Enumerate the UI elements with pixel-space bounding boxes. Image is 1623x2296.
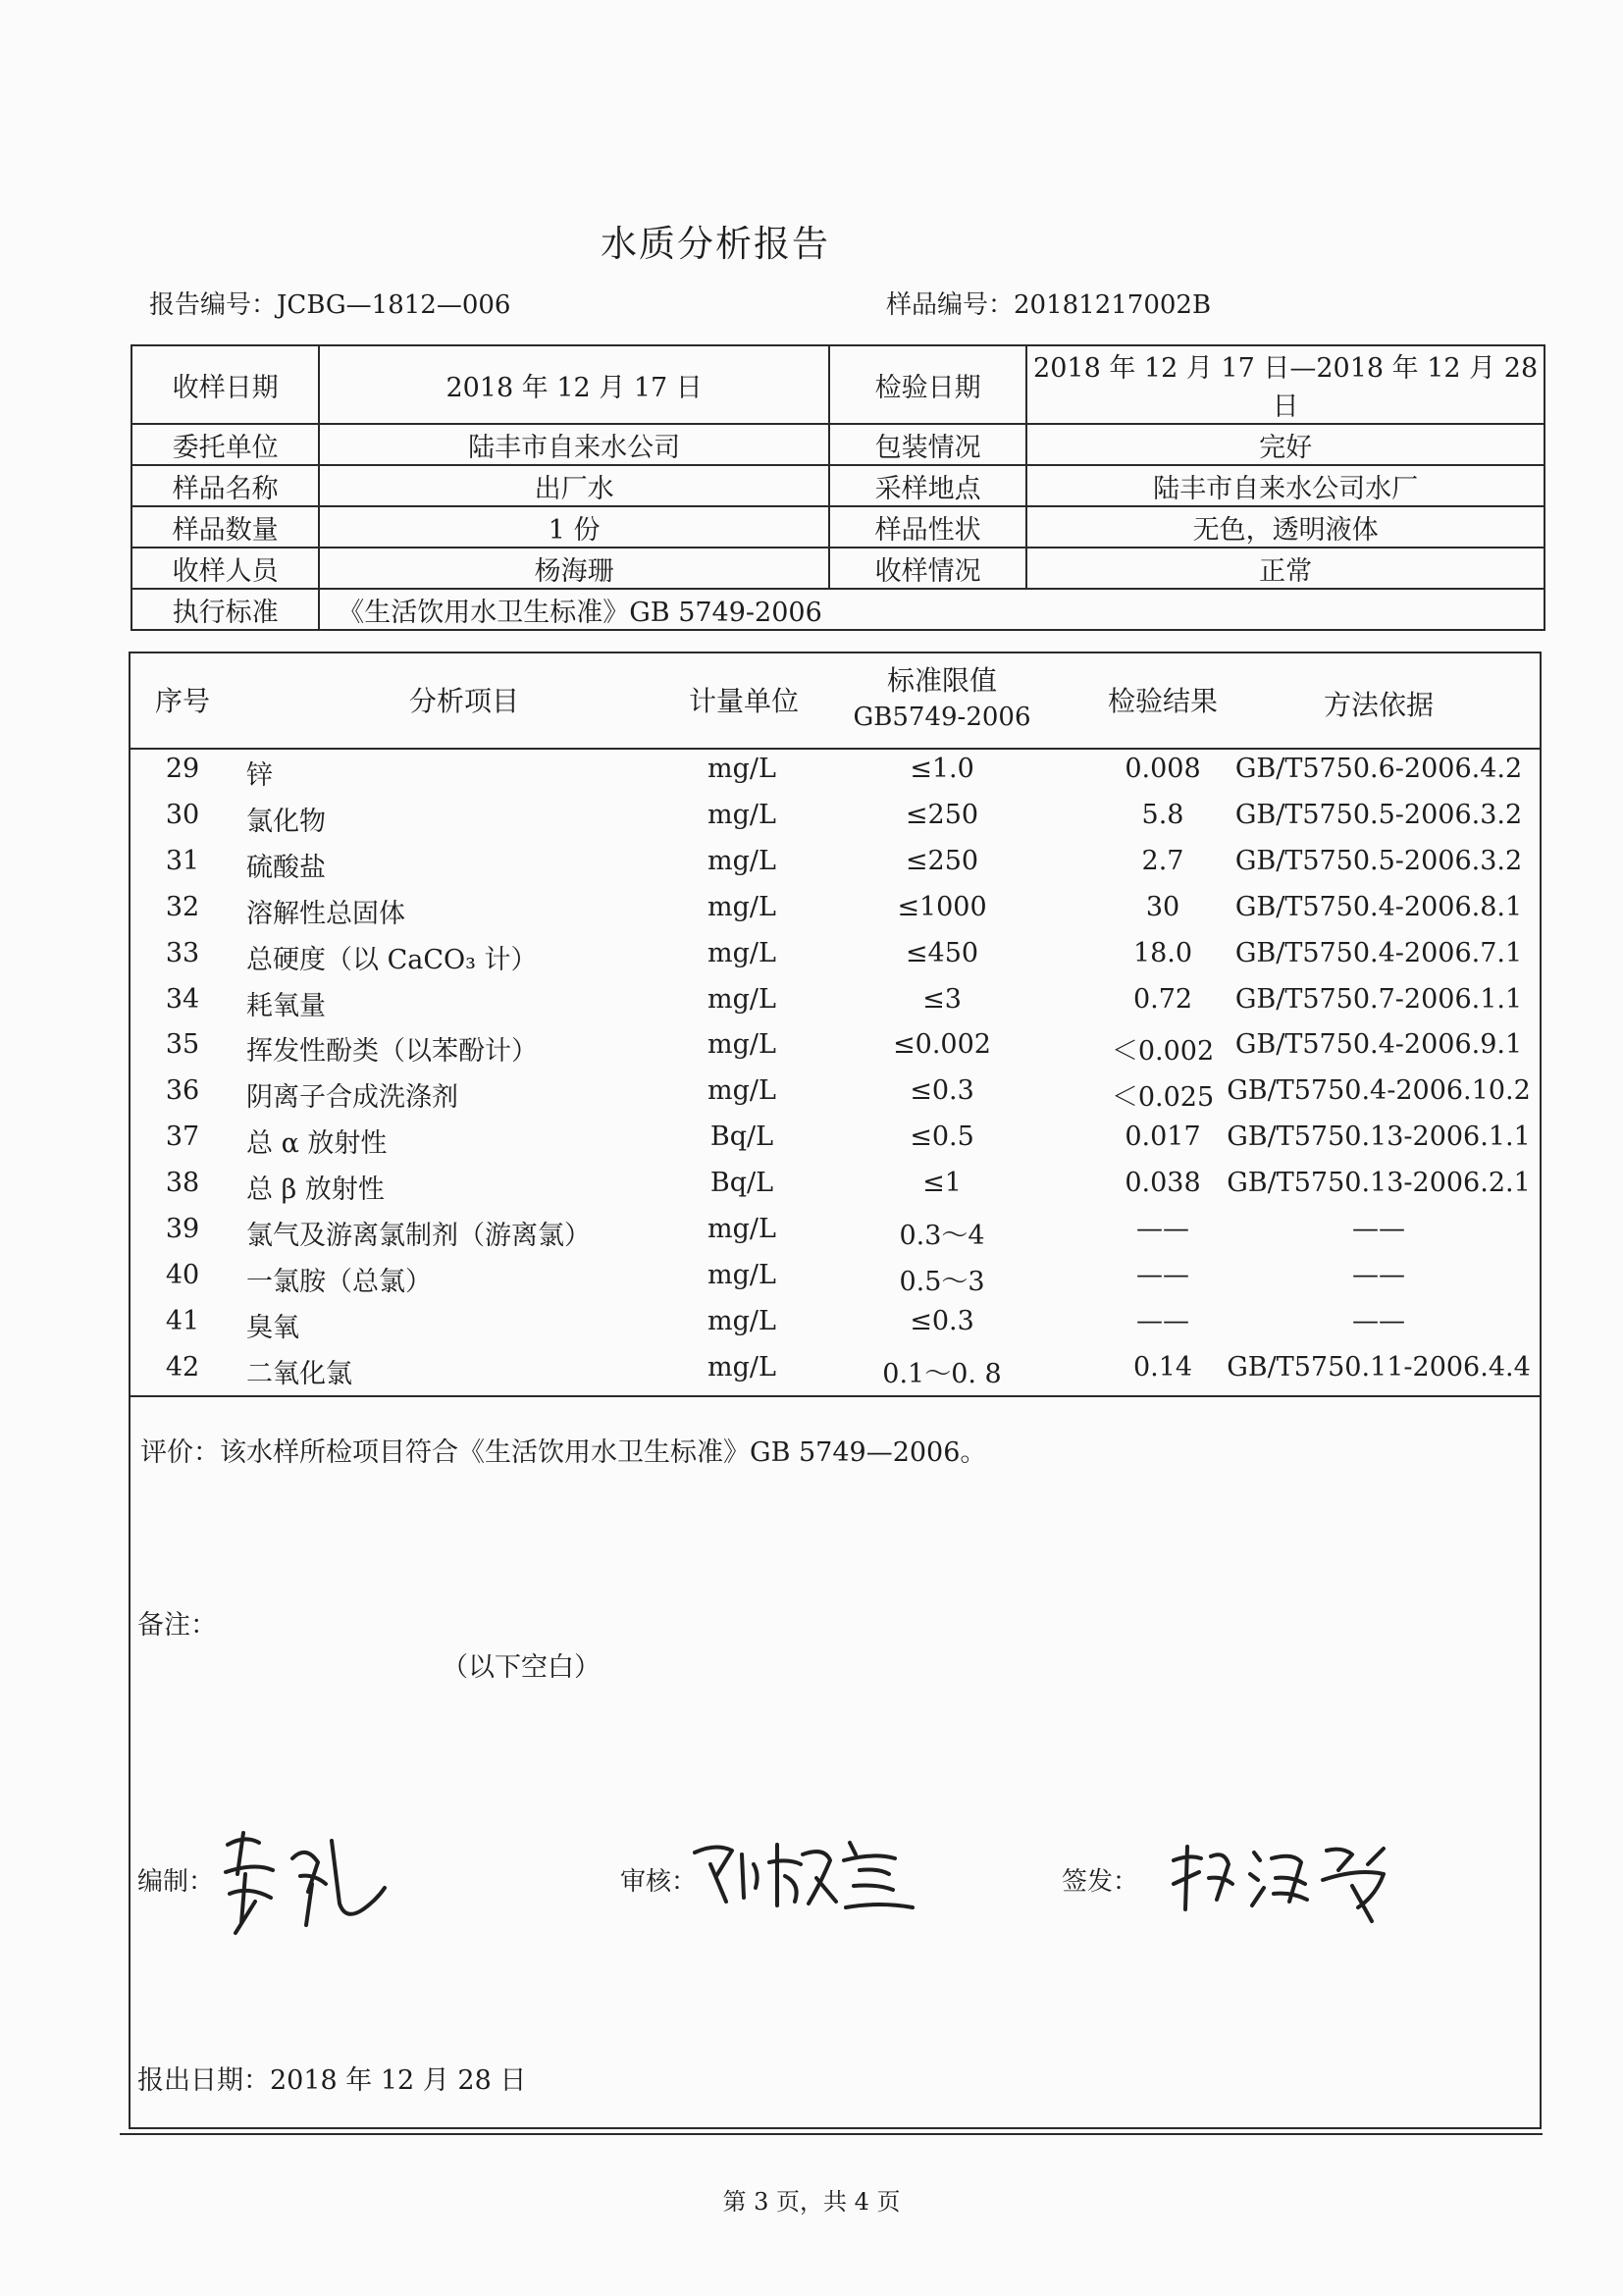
header-limit: 标准限值 [886,664,997,697]
row-limit: ≤0.002 [893,1029,991,1061]
info-value: 完好 [1026,424,1544,465]
row-unit: mg/L [707,891,776,922]
row-number: 39 [165,1214,200,1244]
row-unit: mg/L [707,1075,776,1107]
row-item: 氯气及游离氯制剂（游离氯） [246,1221,591,1251]
header-no: 序号 [154,685,210,717]
info-label: 收样人员 [131,548,319,589]
row-method: GB/T5750.4-2006.7.1 [1234,937,1523,968]
row-limit: ≤0.5 [910,1122,974,1153]
standard-value: 《生活饮用水卫生标准》GB 5749-2006 [319,589,1544,630]
row-result: 0.008 [1125,754,1201,784]
row-result: 0.14 [1132,1351,1193,1383]
row-item: 臭氧 [246,1312,299,1343]
row-method: GB/T5750.11-2006.4.4 [1227,1351,1531,1383]
row-limit: ≤1000 [897,891,987,922]
row-item: 硫酸盐 [246,852,326,883]
table-row [131,1254,1540,1300]
row-item: 锌 [246,760,273,791]
row-item: 二氧化氯 [246,1358,352,1389]
row-limit: ≤1.0 [910,754,974,784]
issue-date: 报出日期：2018 年 12 月 28 日 [137,2065,527,2096]
analysis-header [131,653,1540,750]
reviewer-signature [687,1825,922,1923]
row-result: 18.0 [1132,937,1193,968]
info-label: 样品性状 [829,506,1026,548]
row-method: GB/T5750.7-2006.1.1 [1234,983,1523,1015]
info-value: 杨海珊 [319,548,829,589]
row-method: GB/T5750.6-2006.4.2 [1234,754,1523,784]
info-value: 2018 年 12 月 17 日 [319,345,829,424]
evaluation: 评价：该水样所检项目符合《生活饮用水卫生标准》GB 5749—2006。 [140,1437,987,1468]
info-value: 陆丰市自来水公司 [319,424,829,465]
sample-info-table [131,344,1545,631]
row-number: 42 [165,1351,200,1383]
row-unit: Bq/L [709,1168,774,1199]
row-limit: ≤1 [922,1168,962,1199]
row-item: 总硬度（以 CaCO₃ 计） [246,944,538,975]
table-row [131,1346,1540,1392]
row-method: GB/T5750.4-2006.10.2 [1227,1075,1531,1107]
row-result: ＜0.025 [1111,1082,1215,1114]
row-unit: mg/L [707,983,776,1015]
reviewer-label: 审核： [620,1867,698,1897]
row-unit: mg/L [707,1214,776,1244]
row-item: 耗氧量 [246,990,326,1021]
row-unit: mg/L [707,1351,776,1383]
header-result: 检验结果 [1107,685,1218,717]
info-row [131,424,1544,465]
table-row [131,1116,1540,1162]
info-row [131,548,1544,589]
info-value: 无色，透明液体 [1026,506,1544,548]
info-value: 2018 年 12 月 17 日—2018 年 12 月 28 日 [1026,345,1544,424]
row-result: —— [1136,1305,1189,1336]
row-item: 氯化物 [246,806,326,837]
info-value: 陆丰市自来水公司水厂 [1026,465,1544,506]
row-number: 35 [165,1029,200,1061]
sample-info-body [131,345,1544,630]
info-label: 检验日期 [829,345,1026,424]
header-item: 分析项目 [408,685,519,717]
row-method: GB/T5750.13-2006.1.1 [1227,1122,1531,1153]
row-unit: mg/L [707,937,776,968]
table-row [131,1023,1540,1070]
row-number: 33 [165,937,200,968]
row-limit: ≤250 [905,799,979,830]
table-row [131,748,1540,794]
row-number: 32 [165,891,200,922]
table-row [131,1162,1540,1208]
row-unit: mg/L [707,1305,776,1336]
row-method: —— [1352,1305,1405,1336]
row-limit: ≤250 [905,845,979,876]
row-limit: ≤0.3 [910,1075,974,1107]
row-method: GB/T5750.4-2006.9.1 [1234,1029,1523,1061]
row-method: GB/T5750.5-2006.3.2 [1234,845,1523,876]
row-unit: Bq/L [709,1122,774,1153]
issuer-signature [1166,1831,1401,1929]
row-unit: mg/L [707,1029,776,1061]
info-value: 1 份 [319,506,829,548]
blank-note: （以下空白） [442,1652,601,1683]
report-number: 报告编号：JCBG—1812—006 [149,290,511,320]
row-unit: mg/L [707,799,776,830]
row-number: 38 [165,1168,200,1199]
analysis-rows [131,748,1540,1397]
row-number: 37 [165,1122,200,1153]
sample-number: 样品编号：20181217002B [886,290,1212,320]
row-limit: 0.1～0. 8 [882,1358,1002,1389]
report-title: 水质分析报告 [601,223,830,265]
row-result: 0.038 [1125,1168,1201,1199]
remark-label: 备注： [137,1610,217,1641]
row-result: —— [1136,1214,1189,1244]
row-limit: ≤450 [905,937,979,968]
page-footer: 第 3 页，共 4 页 [722,2188,901,2216]
row-number: 41 [165,1305,200,1336]
table-row [131,978,1540,1024]
row-method: GB/T5750.5-2006.3.2 [1234,799,1523,830]
row-result: 30 [1145,891,1180,922]
table-row [131,1070,1540,1116]
row-unit: mg/L [707,754,776,784]
row-limit: 0.5～3 [899,1266,985,1297]
standard-label: 执行标准 [131,589,319,630]
info-label: 采样地点 [829,465,1026,506]
row-method: —— [1352,1259,1405,1290]
row-limit: 0.3～4 [899,1221,985,1251]
table-row [131,794,1540,840]
row-method: GB/T5750.13-2006.2.1 [1227,1168,1531,1199]
header-limit-standard: GB5749-2006 [853,703,1031,732]
row-result: 2.7 [1141,845,1184,876]
row-unit: mg/L [707,1259,776,1290]
compiler-signature [216,1815,393,1943]
row-number: 29 [165,754,200,784]
bottom-rule [120,2133,1543,2135]
row-number: 34 [165,983,200,1015]
table-row [131,1300,1540,1346]
info-row [131,506,1544,548]
row-number: 40 [165,1259,200,1290]
row-item: 总 β 放射性 [246,1174,385,1206]
info-row [131,465,1544,506]
info-value: 正常 [1026,548,1544,589]
info-label: 收样日期 [131,345,319,424]
info-row-standard [131,589,1544,630]
info-value: 出厂水 [319,465,829,506]
info-label: 样品数量 [131,506,319,548]
table-row [131,1208,1540,1254]
compiler-label: 编制： [137,1867,215,1897]
info-label: 样品名称 [131,465,319,506]
row-unit: mg/L [707,845,776,876]
row-result: —— [1136,1259,1189,1290]
table-row [131,932,1540,978]
row-item: 溶解性总固体 [246,898,405,929]
table-row [131,886,1540,932]
info-label: 收样情况 [829,548,1026,589]
header-unit: 计量单位 [688,685,799,717]
info-label: 包装情况 [829,424,1026,465]
row-item: 阴离子合成洗涤剂 [246,1082,458,1114]
row-method: —— [1352,1214,1405,1244]
row-item: 总 α 放射性 [246,1128,388,1160]
row-limit: ≤3 [922,983,962,1015]
header-method: 方法依据 [1323,689,1434,721]
row-limit: ≤0.3 [910,1305,974,1336]
row-result: 5.8 [1141,799,1184,830]
info-row [131,345,1544,424]
info-label: 委托单位 [131,424,319,465]
table-row [131,840,1540,886]
issuer-label: 签发： [1062,1867,1139,1897]
row-number: 36 [165,1075,200,1107]
row-number: 30 [165,799,200,830]
row-item: 一氯胺（总氯） [246,1266,432,1297]
row-result: 0.017 [1125,1122,1201,1153]
row-number: 31 [165,845,200,876]
row-item: 挥发性酚类（以苯酚计） [246,1036,538,1068]
row-method: GB/T5750.4-2006.8.1 [1234,891,1523,922]
row-result: 0.72 [1132,983,1193,1015]
row-result: ＜0.002 [1111,1036,1215,1068]
